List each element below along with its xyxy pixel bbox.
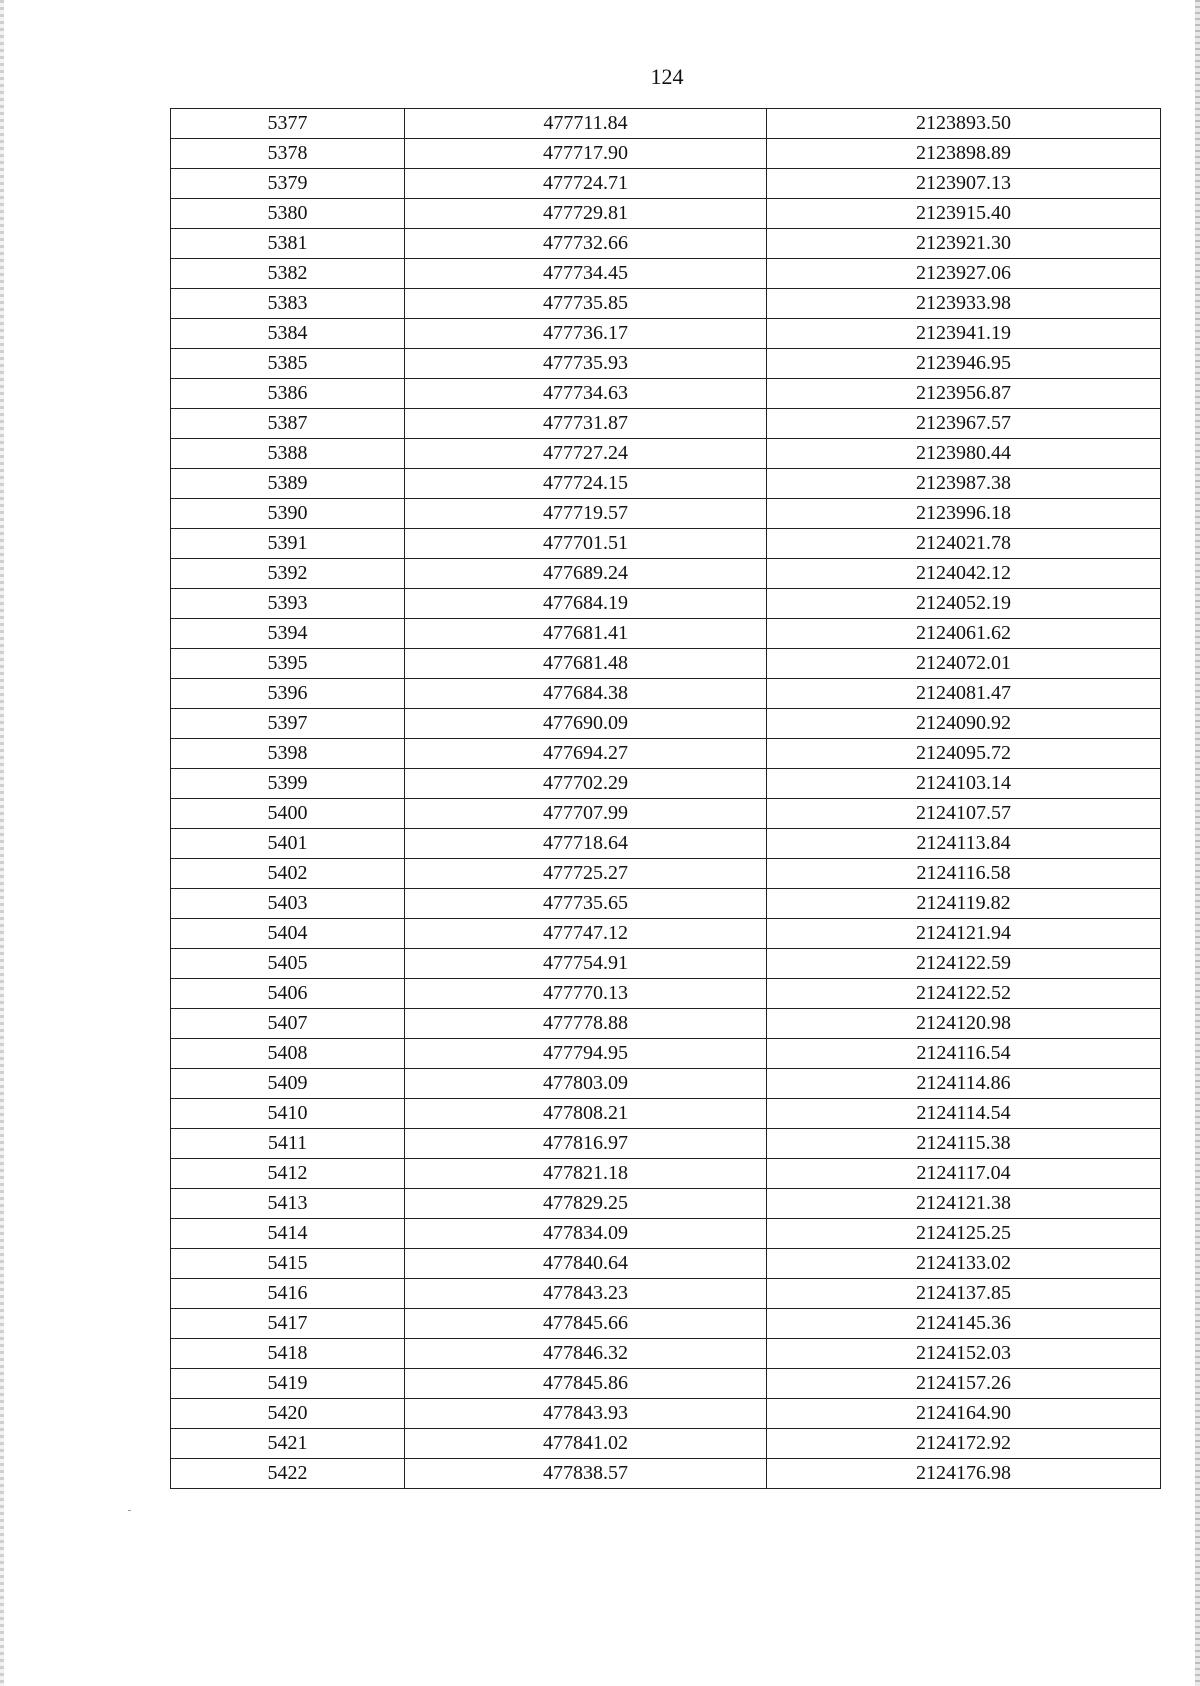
table-row — [171, 259, 1161, 289]
point-id-cell: 5379 — [171, 169, 405, 199]
table-row — [171, 1399, 1161, 1429]
y-coordinate-cell: 2123956.87 — [767, 379, 1161, 409]
table-row — [171, 859, 1161, 889]
y-coordinate-cell: 2123980.44 — [767, 439, 1161, 469]
x-coordinate-cell: 477778.88 — [405, 1009, 767, 1039]
x-coordinate-cell: 477727.24 — [405, 439, 767, 469]
y-coordinate-cell: 2124116.54 — [767, 1039, 1161, 1069]
x-coordinate-cell: 477754.91 — [405, 949, 767, 979]
x-coordinate-cell: 477694.27 — [405, 739, 767, 769]
x-coordinate-cell: 477702.29 — [405, 769, 767, 799]
table-row — [171, 1189, 1161, 1219]
y-coordinate-cell: 2123921.30 — [767, 229, 1161, 259]
x-coordinate-cell: 477734.45 — [405, 259, 767, 289]
point-id-cell: 5419 — [171, 1369, 405, 1399]
point-id-cell: 5378 — [171, 139, 405, 169]
point-id-cell: 5412 — [171, 1159, 405, 1189]
x-coordinate-cell: 477845.86 — [405, 1369, 767, 1399]
x-coordinate-cell: 477724.15 — [405, 469, 767, 499]
x-coordinate-cell: 477690.09 — [405, 709, 767, 739]
y-coordinate-cell: 2123996.18 — [767, 499, 1161, 529]
x-coordinate-cell: 477747.12 — [405, 919, 767, 949]
point-id-cell: 5408 — [171, 1039, 405, 1069]
point-id-cell: 5388 — [171, 439, 405, 469]
point-id-cell: 5392 — [171, 559, 405, 589]
x-coordinate-cell: 477735.85 — [405, 289, 767, 319]
x-coordinate-cell: 477840.64 — [405, 1249, 767, 1279]
table-row — [171, 169, 1161, 199]
point-id-cell: 5386 — [171, 379, 405, 409]
table-row — [171, 589, 1161, 619]
scan-mark — [128, 1510, 131, 1511]
point-id-cell: 5381 — [171, 229, 405, 259]
table-row — [171, 1219, 1161, 1249]
x-coordinate-cell: 477821.18 — [405, 1159, 767, 1189]
x-coordinate-cell: 477808.21 — [405, 1099, 767, 1129]
point-id-cell: 5400 — [171, 799, 405, 829]
y-coordinate-cell: 2123946.95 — [767, 349, 1161, 379]
y-coordinate-cell: 2124042.12 — [767, 559, 1161, 589]
table-row — [171, 1129, 1161, 1159]
point-id-cell: 5394 — [171, 619, 405, 649]
y-coordinate-cell: 2124157.26 — [767, 1369, 1161, 1399]
table-row — [171, 289, 1161, 319]
x-coordinate-cell: 477731.87 — [405, 409, 767, 439]
table-row — [171, 649, 1161, 679]
table-row — [171, 979, 1161, 1009]
y-coordinate-cell: 2124103.14 — [767, 769, 1161, 799]
table-row — [171, 1249, 1161, 1279]
point-id-cell: 5385 — [171, 349, 405, 379]
x-coordinate-cell: 477719.57 — [405, 499, 767, 529]
point-id-cell: 5415 — [171, 1249, 405, 1279]
y-coordinate-cell: 2124121.38 — [767, 1189, 1161, 1219]
point-id-cell: 5404 — [171, 919, 405, 949]
table-row — [171, 529, 1161, 559]
point-id-cell: 5410 — [171, 1099, 405, 1129]
table-row — [171, 1009, 1161, 1039]
table-row — [171, 769, 1161, 799]
y-coordinate-cell: 2124114.54 — [767, 1099, 1161, 1129]
x-coordinate-cell: 477684.19 — [405, 589, 767, 619]
x-coordinate-cell: 477843.23 — [405, 1279, 767, 1309]
x-coordinate-cell: 477711.84 — [405, 109, 767, 139]
coordinate-table — [170, 108, 1161, 1489]
point-id-cell: 5420 — [171, 1399, 405, 1429]
y-coordinate-cell: 2123941.19 — [767, 319, 1161, 349]
table-row — [171, 199, 1161, 229]
table-row — [171, 1069, 1161, 1099]
y-coordinate-cell: 2124113.84 — [767, 829, 1161, 859]
point-id-cell: 5409 — [171, 1069, 405, 1099]
table-row — [171, 319, 1161, 349]
table-row — [171, 499, 1161, 529]
y-coordinate-cell: 2124021.78 — [767, 529, 1161, 559]
x-coordinate-cell: 477829.25 — [405, 1189, 767, 1219]
y-coordinate-cell: 2124081.47 — [767, 679, 1161, 709]
point-id-cell: 5413 — [171, 1189, 405, 1219]
y-coordinate-cell: 2124117.04 — [767, 1159, 1161, 1189]
y-coordinate-cell: 2123898.89 — [767, 139, 1161, 169]
x-coordinate-cell: 477838.57 — [405, 1459, 767, 1489]
point-id-cell: 5418 — [171, 1339, 405, 1369]
point-id-cell: 5414 — [171, 1219, 405, 1249]
y-coordinate-cell: 2124114.86 — [767, 1069, 1161, 1099]
table-row — [171, 1159, 1161, 1189]
point-id-cell: 5384 — [171, 319, 405, 349]
point-id-cell: 5380 — [171, 199, 405, 229]
table-row — [171, 889, 1161, 919]
y-coordinate-cell: 2123967.57 — [767, 409, 1161, 439]
table-row — [171, 559, 1161, 589]
x-coordinate-cell: 477770.13 — [405, 979, 767, 1009]
point-id-cell: 5383 — [171, 289, 405, 319]
y-coordinate-cell: 2124145.36 — [767, 1309, 1161, 1339]
y-coordinate-cell: 2123907.13 — [767, 169, 1161, 199]
point-id-cell: 5395 — [171, 649, 405, 679]
table-row — [171, 229, 1161, 259]
y-coordinate-cell: 2124121.94 — [767, 919, 1161, 949]
y-coordinate-cell: 2124120.98 — [767, 1009, 1161, 1039]
x-coordinate-cell: 477689.24 — [405, 559, 767, 589]
x-coordinate-cell: 477707.99 — [405, 799, 767, 829]
point-id-cell: 5407 — [171, 1009, 405, 1039]
x-coordinate-cell: 477717.90 — [405, 139, 767, 169]
y-coordinate-cell: 2124052.19 — [767, 589, 1161, 619]
x-coordinate-cell: 477718.64 — [405, 829, 767, 859]
x-coordinate-cell: 477701.51 — [405, 529, 767, 559]
x-coordinate-cell: 477846.32 — [405, 1339, 767, 1369]
table-row — [171, 1279, 1161, 1309]
x-coordinate-cell: 477735.93 — [405, 349, 767, 379]
table-row — [171, 409, 1161, 439]
coordinate-table-body — [171, 109, 1161, 1489]
table-row — [171, 799, 1161, 829]
y-coordinate-cell: 2124061.62 — [767, 619, 1161, 649]
point-id-cell: 5411 — [171, 1129, 405, 1159]
y-coordinate-cell: 2124119.82 — [767, 889, 1161, 919]
x-coordinate-cell: 477729.81 — [405, 199, 767, 229]
table-row — [171, 709, 1161, 739]
table-row — [171, 619, 1161, 649]
table-row — [171, 1369, 1161, 1399]
table-row — [171, 139, 1161, 169]
x-coordinate-cell: 477732.66 — [405, 229, 767, 259]
y-coordinate-cell: 2124137.85 — [767, 1279, 1161, 1309]
point-id-cell: 5402 — [171, 859, 405, 889]
y-coordinate-cell: 2124152.03 — [767, 1339, 1161, 1369]
table-row — [171, 919, 1161, 949]
table-row — [171, 469, 1161, 499]
table-row — [171, 679, 1161, 709]
x-coordinate-cell: 477803.09 — [405, 1069, 767, 1099]
y-coordinate-cell: 2123915.40 — [767, 199, 1161, 229]
y-coordinate-cell: 2124115.38 — [767, 1129, 1161, 1159]
x-coordinate-cell: 477684.38 — [405, 679, 767, 709]
y-coordinate-cell: 2124107.57 — [767, 799, 1161, 829]
table-row — [171, 439, 1161, 469]
x-coordinate-cell: 477681.48 — [405, 649, 767, 679]
table-row — [171, 829, 1161, 859]
y-coordinate-cell: 2124176.98 — [767, 1459, 1161, 1489]
point-id-cell: 5417 — [171, 1309, 405, 1339]
page-number: 124 — [650, 64, 684, 89]
table-row — [171, 1099, 1161, 1129]
point-id-cell: 5416 — [171, 1279, 405, 1309]
x-coordinate-cell: 477734.63 — [405, 379, 767, 409]
point-id-cell: 5393 — [171, 589, 405, 619]
table-row — [171, 1039, 1161, 1069]
x-coordinate-cell: 477816.97 — [405, 1129, 767, 1159]
x-coordinate-cell: 477845.66 — [405, 1309, 767, 1339]
x-coordinate-cell: 477843.93 — [405, 1399, 767, 1429]
table-row — [171, 739, 1161, 769]
y-coordinate-cell: 2123933.98 — [767, 289, 1161, 319]
point-id-cell: 5387 — [171, 409, 405, 439]
point-id-cell: 5399 — [171, 769, 405, 799]
point-id-cell: 5391 — [171, 529, 405, 559]
point-id-cell: 5422 — [171, 1459, 405, 1489]
y-coordinate-cell: 2124116.58 — [767, 859, 1161, 889]
point-id-cell: 5401 — [171, 829, 405, 859]
point-id-cell: 5377 — [171, 109, 405, 139]
table-row — [171, 349, 1161, 379]
table-row — [171, 1309, 1161, 1339]
table-row — [171, 109, 1161, 139]
y-coordinate-cell: 2124164.90 — [767, 1399, 1161, 1429]
y-coordinate-cell: 2124122.52 — [767, 979, 1161, 1009]
point-id-cell: 5406 — [171, 979, 405, 1009]
x-coordinate-cell: 477681.41 — [405, 619, 767, 649]
point-id-cell: 5396 — [171, 679, 405, 709]
y-coordinate-cell: 2123987.38 — [767, 469, 1161, 499]
table-row — [171, 1339, 1161, 1369]
y-coordinate-cell: 2124133.02 — [767, 1249, 1161, 1279]
y-coordinate-cell: 2124095.72 — [767, 739, 1161, 769]
y-coordinate-cell: 2124090.92 — [767, 709, 1161, 739]
y-coordinate-cell: 2124172.92 — [767, 1429, 1161, 1459]
x-coordinate-cell: 477834.09 — [405, 1219, 767, 1249]
point-id-cell: 5382 — [171, 259, 405, 289]
x-coordinate-cell: 477725.27 — [405, 859, 767, 889]
point-id-cell: 5405 — [171, 949, 405, 979]
x-coordinate-cell: 477736.17 — [405, 319, 767, 349]
point-id-cell: 5421 — [171, 1429, 405, 1459]
table-row — [171, 379, 1161, 409]
x-coordinate-cell: 477841.02 — [405, 1429, 767, 1459]
scan-edge-left — [0, 0, 4, 1686]
table-row — [171, 1429, 1161, 1459]
table-row — [171, 1459, 1161, 1489]
y-coordinate-cell: 2124125.25 — [767, 1219, 1161, 1249]
point-id-cell: 5403 — [171, 889, 405, 919]
y-coordinate-cell: 2124072.01 — [767, 649, 1161, 679]
y-coordinate-cell: 2124122.59 — [767, 949, 1161, 979]
x-coordinate-cell: 477794.95 — [405, 1039, 767, 1069]
point-id-cell: 5397 — [171, 709, 405, 739]
scan-edge-right — [1195, 0, 1200, 1686]
x-coordinate-cell: 477724.71 — [405, 169, 767, 199]
table-row — [171, 949, 1161, 979]
y-coordinate-cell: 2123927.06 — [767, 259, 1161, 289]
point-id-cell: 5390 — [171, 499, 405, 529]
point-id-cell: 5398 — [171, 739, 405, 769]
x-coordinate-cell: 477735.65 — [405, 889, 767, 919]
y-coordinate-cell: 2123893.50 — [767, 109, 1161, 139]
point-id-cell: 5389 — [171, 469, 405, 499]
